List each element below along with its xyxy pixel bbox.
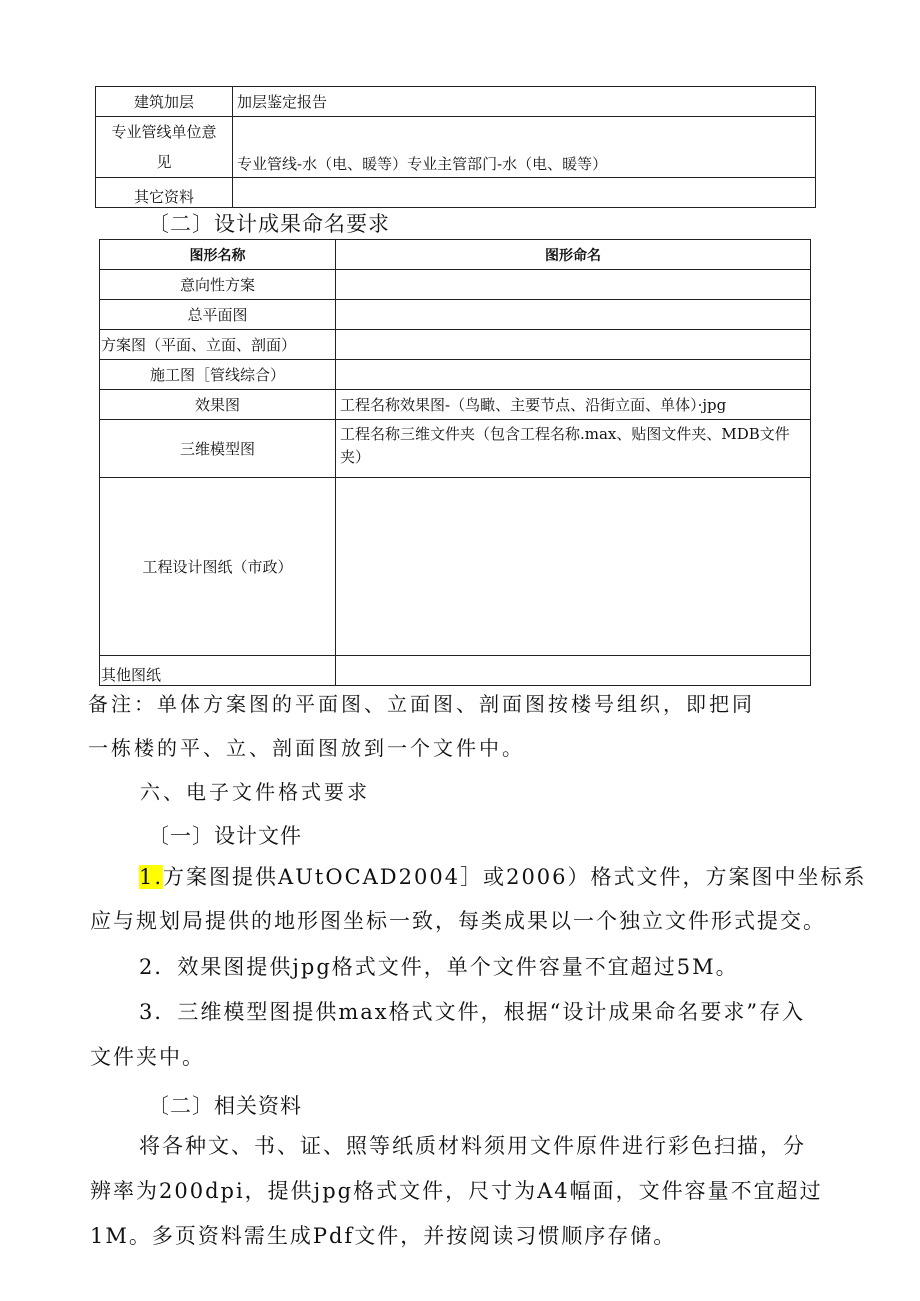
cell-text: 见: [156, 153, 172, 171]
table-row: [96, 178, 816, 208]
table-cell: 其他图纸: [100, 656, 336, 686]
table-cell: 工程设计图纸（市政）: [100, 478, 336, 656]
table-cell: [233, 178, 816, 208]
naming-table: [99, 239, 811, 686]
paragraph-line: [139, 855, 867, 899]
note-line: 备注：单体方案图的平面图、立面图、剖面图按楼号组织，即把同: [88, 692, 755, 716]
table-header-row: [100, 240, 811, 270]
paragraph-line: 辨率为200dpi，提供jpg格式文件，尺寸为A4幅面，文件容量不宜超过: [90, 1179, 823, 1203]
note-line: 一栋楼的平、立、剖面图放到一个文件中。: [88, 736, 525, 760]
table-row: [100, 300, 811, 330]
column-header: 图形名称: [100, 240, 336, 270]
paragraph-line: 文件夹中。: [90, 1045, 205, 1069]
table-cell: 效果图: [100, 390, 336, 420]
item-text: 方案图提供AUtOCAD2004］或2006）格式文件，方案图中坐标系: [163, 865, 867, 889]
table-cell: 方案图（平面、立面、剖面）: [100, 330, 336, 360]
cell-text: 专业管线单位意: [111, 123, 217, 141]
section-title: 六、电子文件格式要求: [140, 780, 370, 804]
paragraph-line: 1M。多页资料需生成Pdf文件，并按阅读习惯顺序存储。: [90, 1224, 677, 1248]
table-row: [100, 478, 811, 656]
table-cell: [336, 270, 811, 300]
table-row: [100, 360, 811, 390]
table-row: [96, 117, 816, 178]
table-row: [100, 270, 811, 300]
requirements-table: [95, 86, 816, 208]
table-cell: [336, 360, 811, 390]
paragraph-line: 3．三维模型图提供max格式文件，根据“设计成果命名要求”存入: [139, 1000, 806, 1024]
table-cell: [336, 330, 811, 360]
item-number: 1.: [139, 865, 164, 889]
section-title-naming: 〔二〕设计成果命名要求: [148, 212, 390, 236]
table-cell: [336, 656, 811, 686]
column-header: 图形命名: [336, 240, 811, 270]
paragraph-line: 应与规划局提供的地形图坐标一致，每类成果以一个独立文件形式提交。: [90, 909, 826, 933]
table-cell: [336, 300, 811, 330]
cell-text: 专业管线-水（电、暖等）专业主管部门-水（电、暖等）: [237, 155, 608, 173]
table-cell: 其它资料: [96, 178, 233, 208]
table-cell: 总平面图: [100, 300, 336, 330]
table-cell: 施工图［管线综合）: [100, 360, 336, 390]
table-cell: 意向性方案: [100, 270, 336, 300]
table-row: [96, 87, 816, 117]
table-row: [100, 656, 811, 686]
table-row: [100, 390, 811, 420]
paragraph-line: 2．效果图提供jpg格式文件，单个文件容量不宜超过5M。: [139, 955, 739, 979]
table-cell: 加层鉴定报告: [233, 87, 816, 117]
table-cell: 工程名称效果图-（鸟瞰、主要节点、沿街立面、单体）·jpg: [336, 390, 811, 420]
table-cell: 建筑加层: [96, 87, 233, 117]
table-cell: [233, 117, 816, 178]
table-cell: 工程名称三维文件夹（包含工程名称.max、贴图文件夹、MDB文件夹）: [336, 420, 811, 478]
paragraph-line: 将各种文、书、证、照等纸质材料须用文件原件进行彩色扫描，分: [139, 1134, 806, 1158]
table-cell: 三维模型图: [100, 420, 336, 478]
table-cell: [336, 478, 811, 656]
table-row: [100, 330, 811, 360]
table-row: [100, 420, 811, 478]
subsection-title: 〔一〕设计文件: [148, 824, 302, 848]
table-cell: [96, 117, 233, 178]
subsection-title: 〔二〕相关资料: [148, 1094, 302, 1118]
